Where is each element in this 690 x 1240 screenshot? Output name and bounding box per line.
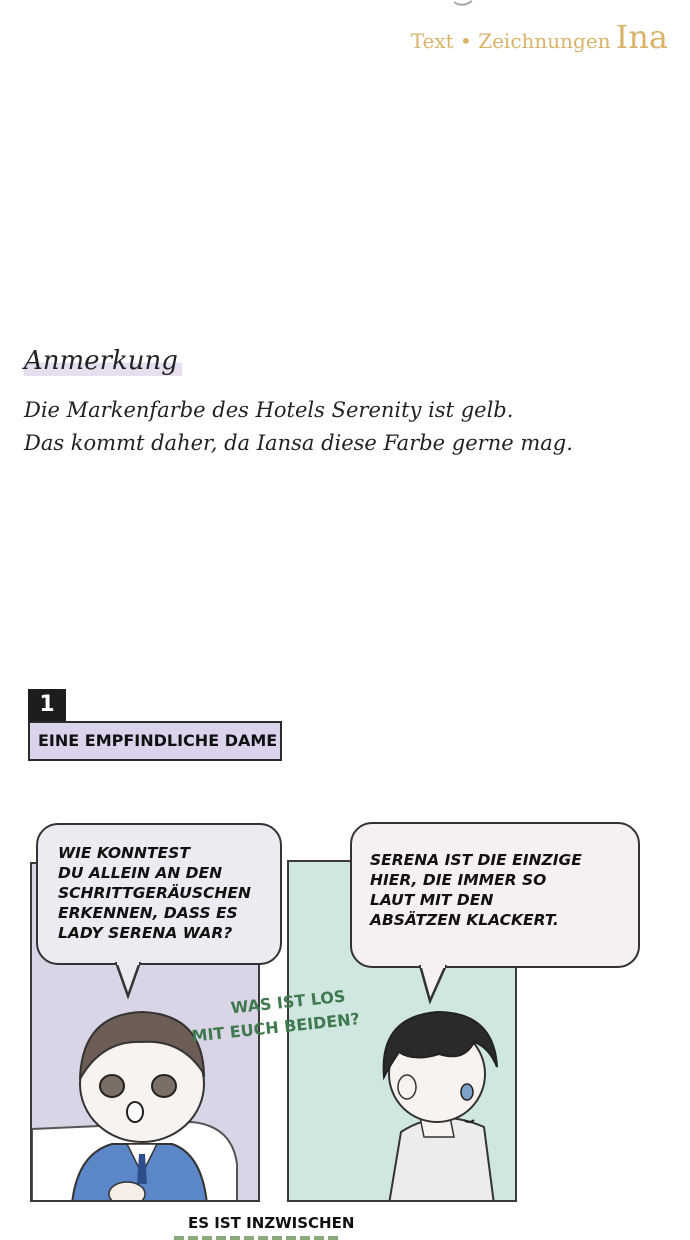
bubble-left-line: SCHRITTGERÄUSCHEN (58, 884, 251, 902)
credits-author: Ina (615, 18, 668, 56)
chapter-title: EINE EMPFINDLICHE DAME (28, 721, 282, 761)
chapter-number: 1 (28, 689, 66, 721)
bubble-left-line: LADY SERENA WAR? (58, 924, 233, 942)
note-line-1: Die Markenfarbe des Hotels Serenity ist gelb. (24, 398, 514, 422)
bubble-left-line: DU ALLEIN AN DEN (58, 864, 223, 882)
credits (411, 18, 668, 56)
partial-next-line (174, 1236, 342, 1240)
top-decoration-icon (452, 0, 476, 8)
bottom-caption: ES IST INZWISCHEN (188, 1214, 355, 1232)
bubble-left-line: WIE KONNTEST (58, 844, 190, 862)
bubble-right-line: HIER, DIE IMMER SO (370, 871, 547, 889)
bubble-right-line: LAUT MIT DEN (370, 891, 494, 909)
note-body (24, 394, 573, 460)
speech-bubble-left (36, 823, 282, 965)
bubble-left-tail-icon (110, 962, 150, 1000)
note-line-2: Das kommt daher, da Iansa diese Farbe gerne mag. (24, 431, 573, 455)
sfx-line-1: WAS IST LOS (229, 986, 347, 1018)
bubble-left-line: ERKENNEN, DASS ES (58, 904, 238, 922)
sfx-line-2: MIT EUCH BEIDEN? (190, 1009, 361, 1046)
note-title: Anmerkung (24, 346, 182, 376)
bubble-right-line: ABSÄTZEN KLACKERT. (370, 911, 559, 929)
bubble-right-line: SERENA IST DIE EINZIGE (370, 851, 582, 869)
credits-prefix: Text • Zeichnungen (410, 29, 611, 53)
speech-bubble-right (350, 822, 640, 968)
bubble-right-tail-icon (416, 965, 456, 1005)
